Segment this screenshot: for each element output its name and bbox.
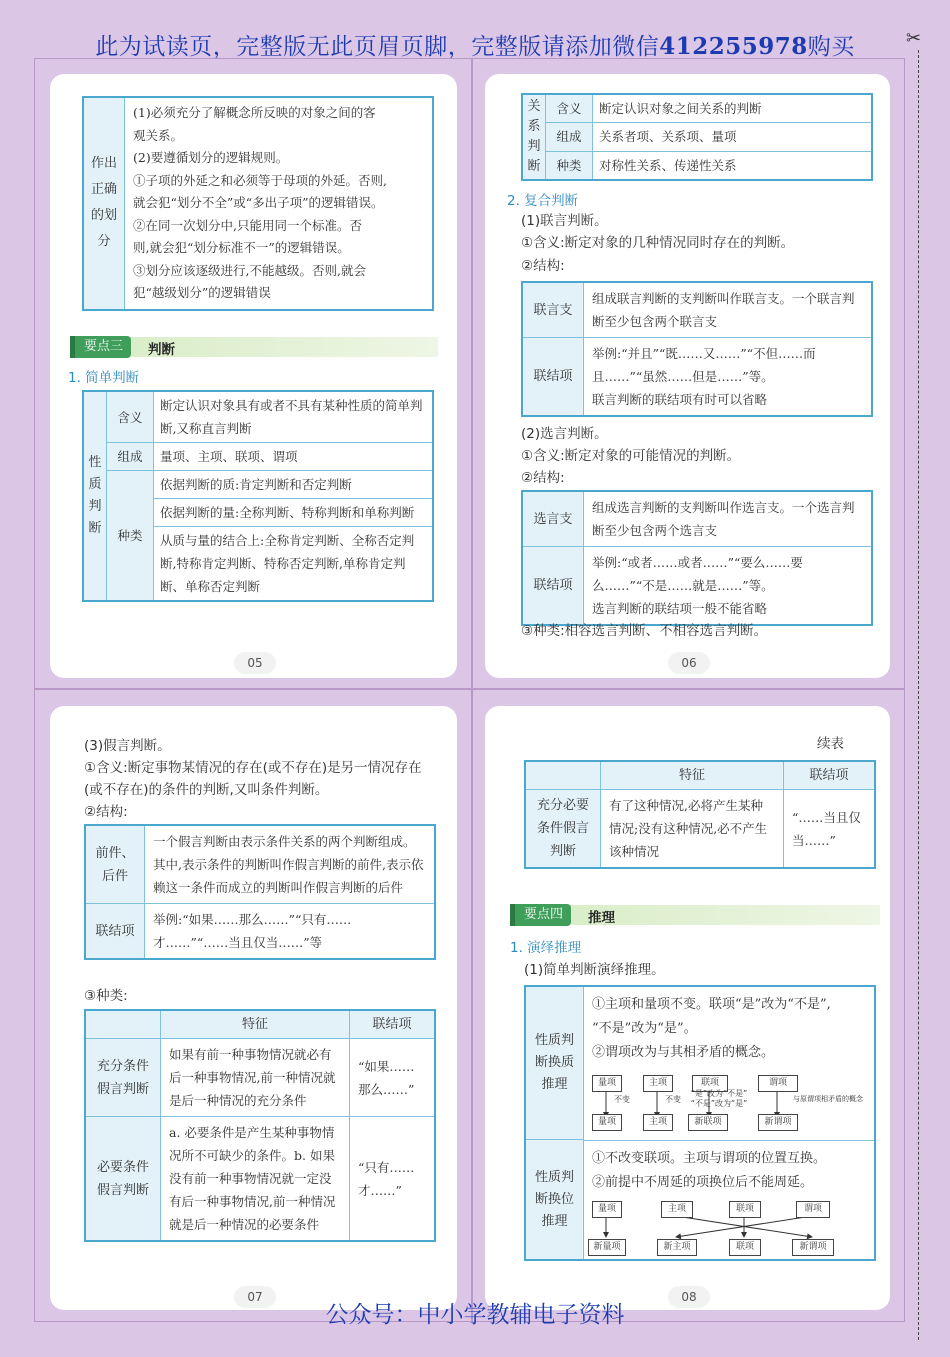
connective-note: 联言判断的联结项有时可以省略 bbox=[592, 392, 768, 407]
connective-label: 联结项 bbox=[85, 904, 145, 960]
diagram-term-box: 新主项 bbox=[657, 1239, 697, 1256]
relation-judgment-table bbox=[521, 93, 873, 181]
obversion-rule-line: “不是”改为“是”。 bbox=[592, 1021, 697, 1036]
banner-text: 此为试读页，完整版无此页眉页脚，完整版请添加微信 bbox=[95, 34, 660, 60]
continued-table bbox=[524, 760, 876, 869]
diagram-note: “不是”改为“是” bbox=[690, 1099, 748, 1108]
diagram-term-box: 联项 bbox=[729, 1201, 761, 1218]
diagram-note: “是”改为“不是” bbox=[690, 1089, 748, 1098]
diagram-term-box: 量项 bbox=[592, 1201, 622, 1218]
page-number: 05 bbox=[234, 652, 276, 674]
conjunctive-table bbox=[521, 281, 873, 417]
disjunct-label: 选言支 bbox=[522, 491, 584, 547]
sufficient-condition-feature: 如果有前一种事物情况就必有后一种事物情况,前一种情况就是后一种情况的充分条件 bbox=[161, 1039, 350, 1117]
relation-row-label: 含义 bbox=[546, 94, 593, 123]
disjunctive-meaning: ①含义:断定对象的可能情况的判断。 bbox=[521, 448, 741, 464]
diagram-term-box: 谓项 bbox=[796, 1201, 830, 1218]
relation-row-text: 断定认识对象之间关系的判断 bbox=[593, 94, 873, 123]
feature-header: 特征 bbox=[161, 1010, 350, 1039]
rule-line: 观关系。 bbox=[133, 127, 184, 143]
meaning-label: 含义 bbox=[107, 391, 154, 443]
hypothetical-title: (3)假言判断。 bbox=[84, 738, 171, 754]
kind-item: 依据判断的质:肯定判断和否定判断 bbox=[154, 471, 434, 499]
necessary-condition-label: 必要条件假言判断 bbox=[85, 1117, 161, 1242]
kind-item: 依据判断的量:全称判断、特称判断和单称判断 bbox=[154, 499, 434, 527]
diagram-note: 不变 bbox=[665, 1095, 681, 1104]
key-point-title: 判断 bbox=[148, 342, 175, 358]
page-number: 08 bbox=[668, 1286, 710, 1308]
hypothetical-kinds-table bbox=[84, 1009, 436, 1242]
trial-header-banner bbox=[0, 28, 950, 61]
obversion-rule-line: ①主项和量项不变。联项“是”改为“不是”, bbox=[592, 997, 831, 1012]
connective-example: 举例:“并且”“既……又……”“不但……而且……”“虽然……但是……”等。 bbox=[592, 346, 816, 384]
diagram-term-box: 新量项 bbox=[588, 1239, 626, 1256]
hypothetical-meaning: ①含义:断定事物某情况的存在(或不存在)是另一情况存在(或不存在)的条件的判断,又叫条件判断。 bbox=[84, 760, 422, 798]
sufficient-condition-connective: “如果……那么……” bbox=[350, 1039, 436, 1117]
obversion-rules bbox=[592, 993, 831, 1065]
key-point-tag: 要点三 bbox=[70, 336, 131, 358]
banner-suffix: 购买 bbox=[807, 34, 855, 60]
disjunctive-structure: ②结构: bbox=[521, 470, 565, 486]
section-heading: 2. 复合判断 bbox=[507, 193, 579, 209]
continued-label: 续表 bbox=[817, 736, 844, 752]
connective-text: 举例:“如果……那么……”“只有……才……”“……当且仅当……”等 bbox=[145, 904, 436, 960]
diagram-note: 与原谓项相矛盾的概念 bbox=[793, 1095, 863, 1103]
disjunctive-title: (2)选言判断。 bbox=[521, 426, 608, 442]
section-heading: 1. 简单判断 bbox=[68, 370, 140, 386]
hypothetical-structure-table bbox=[84, 824, 436, 960]
hypothetical-structure: ②结构: bbox=[84, 804, 128, 820]
rule-line: 则,就会犯“划分标准不一”的逻辑错误。 bbox=[133, 240, 350, 255]
diagram-term-box: 新谓项 bbox=[792, 1239, 834, 1256]
relation-row-text: 对称性关系、传递性关系 bbox=[593, 151, 873, 180]
division-rules-table bbox=[82, 96, 434, 311]
disjunct-text: 组成选言判断的支判断叫作选言支。一个选言判断至少包含两个选言支 bbox=[584, 491, 873, 547]
conjunct-text: 组成联言判断的支判断叫作联言支。一个联言判断至少包含两个联言支 bbox=[584, 282, 873, 338]
section-heading: 1. 演绎推理 bbox=[510, 940, 582, 956]
composition-label: 组成 bbox=[107, 443, 154, 471]
disjunctive-table bbox=[521, 490, 873, 626]
subsection-heading: (1)简单判断演绎推理。 bbox=[524, 962, 665, 978]
rule-line: ①子项的外延之和必须等于母项的外延。否则, bbox=[133, 172, 387, 188]
diagram-term-box: 主项 bbox=[643, 1075, 673, 1092]
diagram-term-box: 新联项 bbox=[688, 1114, 728, 1131]
key-point-title: 推理 bbox=[588, 910, 615, 926]
sufficient-condition-label: 充分条件假言判断 bbox=[85, 1039, 161, 1117]
diagram-term-box: 量项 bbox=[592, 1075, 622, 1092]
property-judgment-label: 性质判断 bbox=[83, 391, 107, 601]
relation-row-label: 组成 bbox=[546, 123, 593, 151]
diagram-term-box: 联项 bbox=[729, 1239, 761, 1256]
scissors-icon: ✂ bbox=[906, 28, 922, 49]
conjunctive-title: (1)联言判断。 bbox=[521, 213, 608, 229]
sufficient-necessary-connective: “……当且仅当……” bbox=[784, 790, 876, 869]
composition-text: 量项、主项、联项、谓项 bbox=[154, 443, 434, 471]
relation-judgment-label: 关系判断 bbox=[522, 94, 546, 180]
page-number: 07 bbox=[234, 1286, 276, 1308]
antecedent-label: 前件、后件 bbox=[85, 825, 145, 904]
connective-example: 举例:“或者……或者……”“要么……要么……”“不是……就是……”等。 bbox=[592, 555, 803, 593]
obversion-rule-line: ②谓项改为与其相矛盾的概念。 bbox=[592, 1045, 775, 1060]
diagram-term-box: 量项 bbox=[592, 1114, 622, 1131]
rule-line: (1)必须充分了解概念所反映的对象之间的客 bbox=[133, 105, 376, 120]
cut-line bbox=[918, 50, 919, 1340]
connective-label: 联结项 bbox=[522, 338, 584, 417]
diagram-term-box: 主项 bbox=[643, 1114, 673, 1131]
rule-line: (2)要遵循划分的逻辑规则。 bbox=[133, 150, 289, 165]
sufficient-necessary-label: 充分必要条件假言判断 bbox=[525, 790, 601, 869]
necessary-condition-connective: “只有……才……” bbox=[350, 1117, 436, 1242]
conversion-label: 性质判断换位推理 bbox=[526, 1140, 584, 1259]
diagram-note: 不变 bbox=[614, 1095, 630, 1104]
kind-item: 从质与量的结合上:全称肯定判断、全称否定判断,特称肯定判断、特称否定判断,单称肯定判断、单称否定判断 bbox=[154, 527, 434, 602]
relation-row-label: 种类 bbox=[546, 151, 593, 180]
key-point-tag: 要点四 bbox=[510, 904, 571, 926]
diagram-term-box: 主项 bbox=[661, 1201, 693, 1218]
connective-label: 联结项 bbox=[522, 547, 584, 626]
rule-line: 就会犯“划分不全”或“多出子项”的逻辑错误。 bbox=[133, 195, 384, 210]
connective-header: 联结项 bbox=[350, 1010, 436, 1039]
obversion-label: 性质判断换质推理 bbox=[526, 987, 584, 1140]
banner-wechat: 412255978 bbox=[659, 33, 808, 60]
simple-judgment-table bbox=[82, 390, 434, 602]
antecedent-text: 一个假言判断由表示条件关系的两个判断组成。其中,表示条件的判断叫作假言判断的前件,表示依赖这一条件而成立的判断叫作假言判断的后件 bbox=[145, 825, 436, 904]
conjunctive-meaning: ①含义:断定对象的几种情况同时存在的判断。 bbox=[521, 235, 795, 251]
footer-banner: 公众号：中小学教辅电子资料 bbox=[325, 1302, 625, 1328]
rule-line: 犯“越级划分”的逻辑错误 bbox=[133, 285, 271, 300]
rule-line: ②在同一次划分中,只能用同一个标准。否 bbox=[133, 217, 362, 233]
diagram-term-box: 新谓项 bbox=[758, 1114, 798, 1131]
row-divider bbox=[584, 1140, 874, 1141]
conjunct-label: 联言支 bbox=[522, 282, 584, 338]
conversion-rule-line: ②前提中不周延的项换位后不能周延。 bbox=[592, 1175, 814, 1190]
diagram-term-box: 联项 bbox=[692, 1075, 728, 1092]
page-number: 06 bbox=[668, 652, 710, 674]
necessary-condition-feature: a. 必要条件是产生某种事物情况所不可缺少的条件。b. 如果没有前一种事物情况就一定没有后一种事物情况,前一种情况就是后一种情况的必要条件 bbox=[161, 1117, 350, 1242]
meaning-text: 断定认识对象具有或者不具有某种性质的简单判断,又称直言判断 bbox=[154, 391, 434, 443]
hypothetical-kinds: ③种类: bbox=[84, 988, 128, 1004]
rule-line: ③划分应该逐级进行,不能越级。否则,就会 bbox=[133, 262, 366, 278]
connective-header: 联结项 bbox=[784, 761, 876, 790]
conjunctive-structure: ②结构: bbox=[521, 258, 565, 274]
feature-header: 特征 bbox=[601, 761, 784, 790]
connective-note: 选言判断的联结项一般不能省略 bbox=[592, 601, 768, 616]
conversion-rules bbox=[592, 1147, 826, 1195]
division-rule-label: 作出正确的划分 bbox=[83, 97, 125, 310]
relation-row-text: 关系者项、关系项、量项 bbox=[593, 123, 873, 151]
disjunctive-kinds: ③种类:相容选言判断、不相容选言判断。 bbox=[521, 623, 768, 639]
inference-table bbox=[524, 985, 876, 1261]
conversion-rule-line: ①不改变联项。主项与谓项的位置互换。 bbox=[592, 1151, 827, 1166]
kinds-label: 种类 bbox=[107, 471, 154, 602]
sufficient-necessary-feature: 有了这种情况,必将产生某种情况;没有这种情况,必不产生该种情况 bbox=[601, 790, 784, 869]
diagram-term-box: 谓项 bbox=[758, 1075, 798, 1092]
